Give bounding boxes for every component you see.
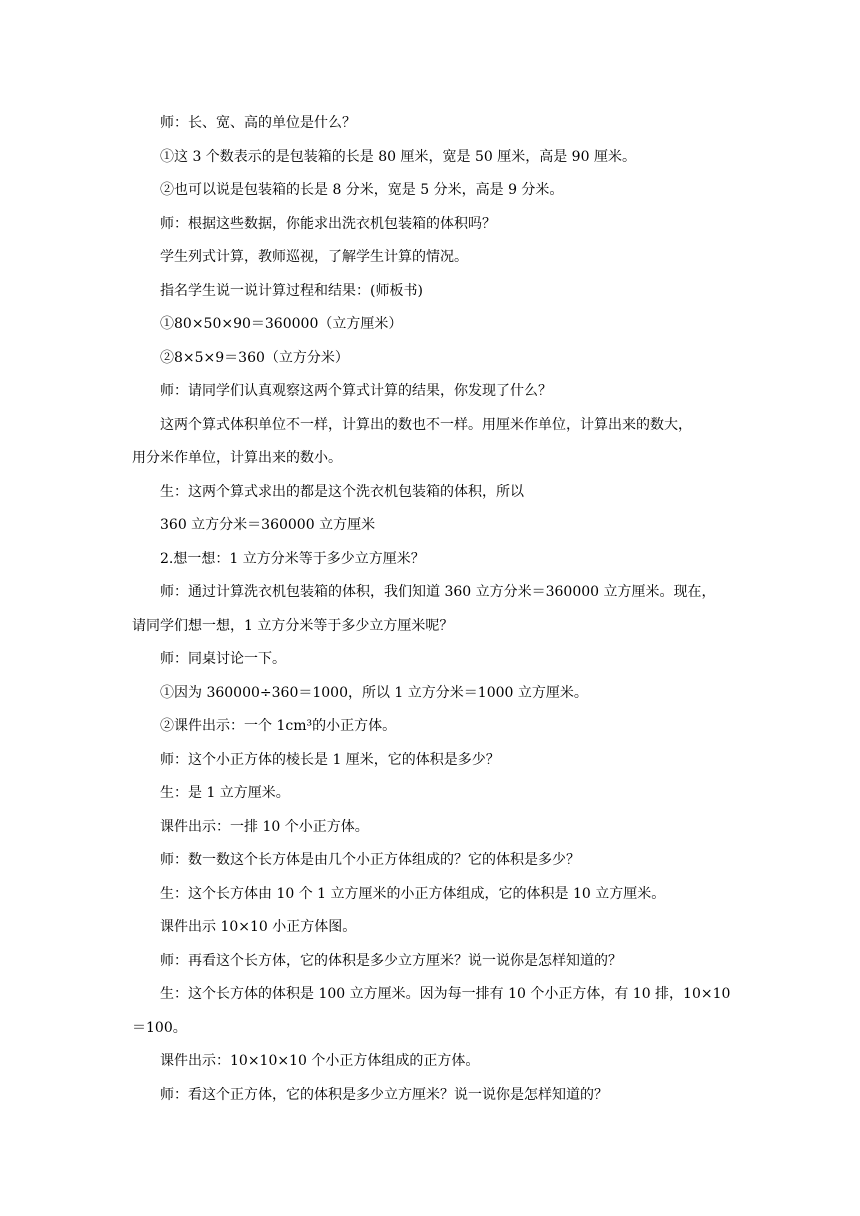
text-line: 2.想一想：1 立方分米等于多少立方厘米？ bbox=[160, 550, 425, 567]
text-line-continuation: 请同学们想一想，1 立方分米等于多少立方厘米呢？ bbox=[132, 617, 454, 634]
text-line: 师：请同学们认真观察这两个算式计算的结果，你发现了什么？ bbox=[160, 383, 552, 399]
text-line: 指名学生说一说计算过程和结果：(师板书) bbox=[160, 282, 423, 299]
text-line: 生：是 1 立方厘米。 bbox=[160, 785, 290, 801]
text-line-continuation: ＝100。 bbox=[132, 1019, 187, 1036]
text-line: 课件出示 10×10 小正方体图。 bbox=[160, 919, 357, 935]
text-line: 师：数一数这个长方体是由几个小正方体组成的？它的体积是多少？ bbox=[160, 852, 580, 868]
text-line: 360 立方分米＝360000 立方厘米 bbox=[160, 517, 376, 533]
paragraph-student-answer bbox=[132, 978, 740, 1045]
text-line: ①这 3 个数表示的是包装箱的长是 80 厘米，宽是 50 厘米，高是 90 厘米。 bbox=[160, 148, 636, 165]
text-line: ①80×50×90＝360000（立方厘米） bbox=[160, 316, 403, 332]
text-line: ①因为 360000÷360＝1000，所以 1 立方分米＝1000 立方厘米。 bbox=[160, 684, 588, 701]
paragraph-found-difference bbox=[132, 409, 740, 476]
text-line: 师：这个小正方体的棱长是 1 厘米，它的体积是多少？ bbox=[160, 751, 500, 768]
text-line: 生：这个长方体的体积是 100 立方厘米。因为每一排有 10 个小正方体，有 10 排，10×10 bbox=[160, 986, 731, 1002]
text-line: 课件出示：10×10×10 个小正方体组成的正方体。 bbox=[160, 1053, 480, 1069]
text-line: ②也可以说是包装箱的长是 8 分米，宽是 5 分米，高是 9 分米。 bbox=[160, 182, 564, 198]
text-line: 生：这两个算式求出的都是这个洗衣机包装箱的体积，所以 bbox=[160, 483, 524, 500]
text-line: ②8×5×9＝360（立方分米） bbox=[160, 349, 349, 366]
text-line: 师：再看这个长方体，它的体积是多少立方厘米？说一说你是怎样知道的？ bbox=[160, 952, 622, 969]
text-line: ②课件出示：一个 1cm³的小正方体。 bbox=[160, 718, 397, 734]
text-line-continuation: 用分米作单位，计算出来的数小。 bbox=[132, 450, 342, 466]
text-line: 师：通过计算洗衣机包装箱的体积，我们知道 360 立方分米＝360000 立方厘米。现在， bbox=[160, 584, 716, 600]
text-line: 师：同桌讨论一下。 bbox=[160, 651, 286, 667]
text-line: 这两个算式体积单位不一样，计算出的数也不一样。用厘米作单位，计算出来的数大， bbox=[160, 416, 692, 433]
text-line: 师：长、宽、高的单位是什么？ bbox=[160, 115, 356, 131]
text-line: 学生列式计算，教师巡视，了解学生计算的情况。 bbox=[160, 249, 468, 265]
text-line: 师：根据这些数据，你能求出洗衣机包装箱的体积吗？ bbox=[160, 215, 496, 232]
paragraph-teacher-question bbox=[132, 576, 740, 643]
lesson-text bbox=[132, 107, 740, 1112]
text-line: 课件出示：一排 10 个小正方体。 bbox=[160, 818, 369, 835]
text-line: 师：看这个正方体，它的体积是多少立方厘米？说一说你是怎样知道的？ bbox=[160, 1086, 608, 1103]
text-line: 生：这个长方体由 10 个 1 立方厘米的小正方体组成，它的体积是 10 立方厘米。 bbox=[160, 885, 666, 902]
